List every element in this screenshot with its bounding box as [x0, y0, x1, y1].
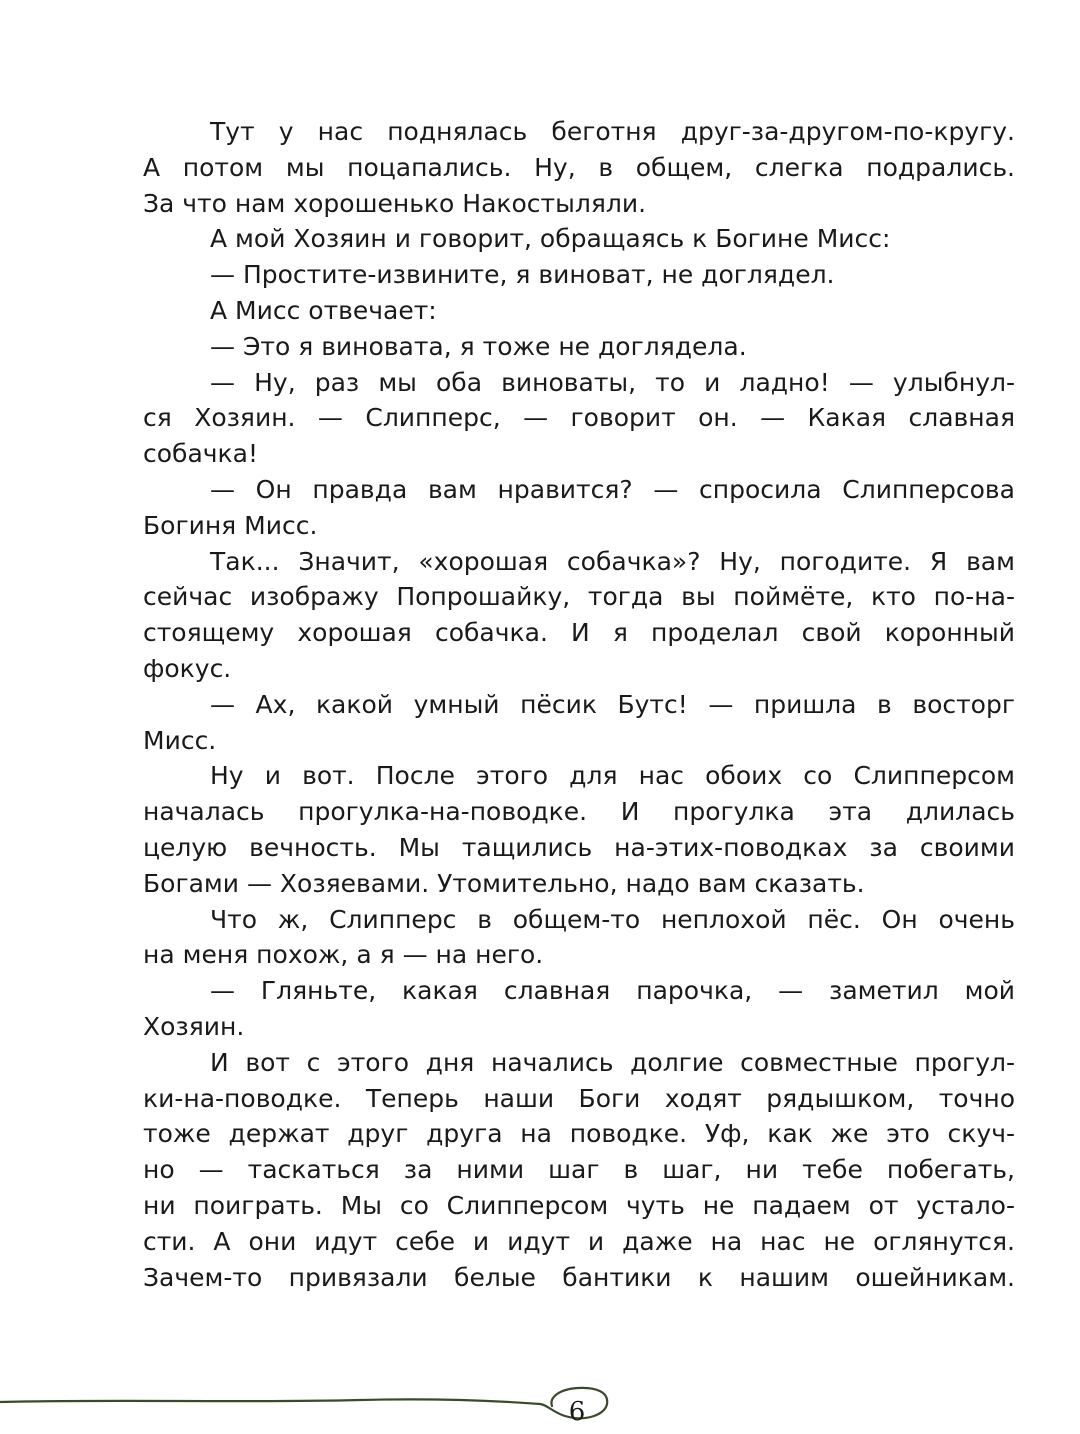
text-line: Что ж, Слипперс в общем-то неплохой пёс. Он очень — [210, 904, 1015, 934]
footer-decorative-line — [0, 1378, 1080, 1428]
text-line: Богиня Мисс. — [143, 510, 318, 540]
page-text — [143, 114, 1015, 1295]
text-line: но — таскаться за ними шаг в шаг, ни тебе побегать, — [143, 1155, 1015, 1185]
text-line: Так... Значит, «хорошая собачка»? Ну, погодите. Я вам — [210, 546, 1015, 576]
text-line: — Он правда вам нравится? — спросила Слипперсова — [210, 474, 1015, 504]
text-line: ки-на-поводке. Теперь наши Боги ходят рядышком, точно — [143, 1083, 1015, 1113]
text-line: ся Хозяин. — Слипперс, — говорит он. — Какая славная — [143, 403, 1015, 433]
text-line: — Ну, раз мы оба виноваты, то и ладно! — улыбнул- — [210, 367, 1015, 397]
text-line: целую вечность. Мы тащились на-этих-поводках за своими — [143, 832, 1015, 862]
text-line: Тут у нас поднялась беготня друг-за-другом-по-кругу. — [210, 117, 1015, 146]
text-line: стоящему хорошая собачка. И я проделал свой коронный — [143, 618, 1015, 648]
text-line: А Мисс отвечает: — [210, 295, 437, 325]
text-line: сейчас изображу Попрошайку, тогда вы поймёте, кто по-на- — [143, 582, 1015, 612]
text-line: А потом мы поцапались. Ну, в общем, слегка подрались. — [143, 152, 1015, 182]
text-line: Ну и вот. После этого для нас обоих со Слипперсом — [210, 761, 1015, 791]
text-line: — Ах, какой умный пёсик Бутс! — пришла в восторг — [210, 689, 1015, 719]
text-line: А мой Хозяин и говорит, обращаясь к Богине Мисс: — [210, 224, 891, 254]
text-line: Зачем-то привязали белые бантики к нашим ошейникам. — [143, 1262, 1015, 1292]
text-line: тоже держат друг друга на поводке. Уф, как же это скуч- — [143, 1119, 1015, 1149]
text-line: Богами — Хозяевами. Утомительно, надо вам сказать. — [143, 868, 865, 898]
text-line: Хозяин. — [143, 1011, 245, 1041]
text-line: фокус. — [143, 653, 232, 683]
text-line: сти. А они идут себе и идут и даже на нас не оглянутся. — [143, 1226, 1015, 1256]
text-line: началась прогулка-на-поводке. И прогулка эта длилась — [143, 797, 1015, 827]
text-line: на меня похож, а я — на него. — [143, 940, 544, 970]
text-line: И вот с этого дня начались долгие совместные прогул- — [210, 1047, 1015, 1077]
text-line: собачка! — [143, 439, 258, 469]
text-line: За что нам хорошенько Накостыляли. — [143, 188, 647, 218]
page-number: 6 — [568, 1397, 586, 1427]
text-line: — Простите-извините, я виноват, не доглядел. — [210, 260, 835, 290]
text-line: ни поиграть. Мы со Слипперсом чуть не падаем от устало- — [143, 1190, 1015, 1220]
footer-wavy-line — [0, 1388, 607, 1418]
text-line: Мисс. — [143, 725, 217, 755]
text-line: — Гляньте, какая славная парочка, — заметил мой — [210, 976, 1015, 1006]
text-line: — Это я виновата, я тоже не доглядела. — [210, 331, 747, 361]
